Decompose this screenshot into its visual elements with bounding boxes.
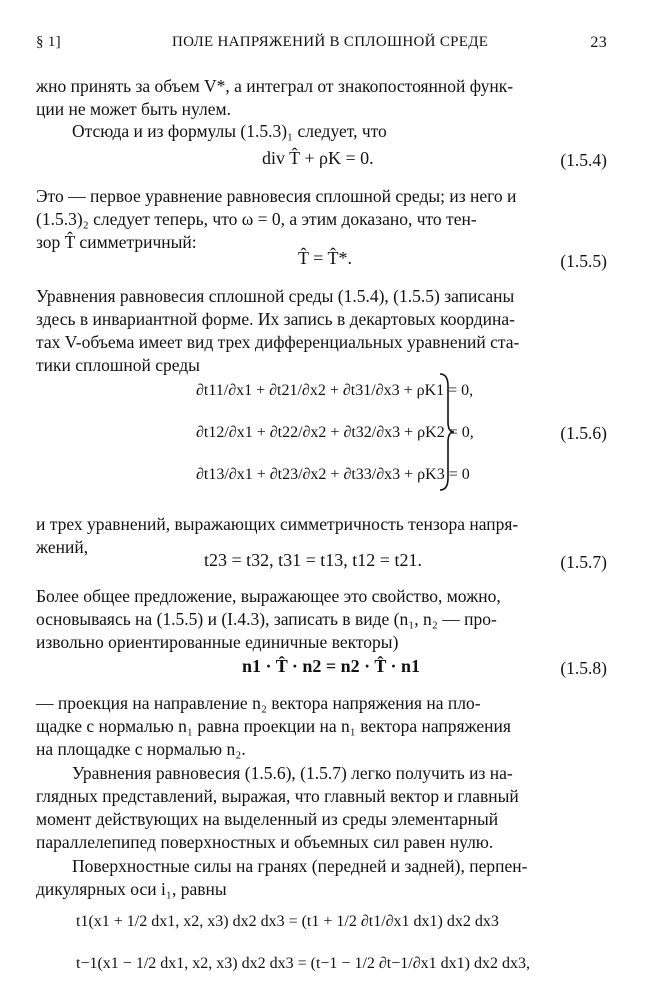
text-line: Отсюда и из формулы (1.5.3)₁ следует, что <box>72 121 387 141</box>
text-line: тики сплошной среды <box>36 355 200 375</box>
text-line: момент действующих на выделенный из среды элементарный <box>36 809 499 829</box>
text-line: здесь в инвариантной форме. Их запись в декартовых координа- <box>36 309 515 329</box>
text-line: ции не может быть нулем. <box>36 99 231 119</box>
equation-number: (1.5.7) <box>560 552 607 572</box>
equation-1-5-6-row-3: ∂t13/∂x1 + ∂t23/∂x2 + ∂t33/∂x3 + ρK3 = 0 <box>196 466 470 483</box>
text-line: Более общее предложение, выражающее это свойство, можно, <box>36 586 501 606</box>
text-line: тах V-объема имеет вид трех дифференциальных уравнений ста- <box>36 332 520 352</box>
right-brace-icon <box>436 372 456 492</box>
equation-number: (1.5.8) <box>560 658 607 678</box>
equation-number: (1.5.5) <box>560 251 607 271</box>
equation-1-5-6-row-1: ∂t11/∂x1 + ∂t21/∂x2 + ∂t31/∂x3 + ρK1 = 0, <box>196 382 474 399</box>
text-line: Уравнения равновесия (1.5.6), (1.5.7) легко получить из на- <box>72 763 513 783</box>
text-line: и трех уравнений, выражающих симметричность тензора напря- <box>36 514 519 534</box>
text-line: основываясь на (1.5.5) и (I.4.3), записать в виде (n₁, n₂ — про- <box>36 609 497 629</box>
text-line: — проекция на направление n₂ вектора напряжения на пло- <box>36 693 481 713</box>
text-line: глядных представлений, выражая, что главный вектор и главный <box>36 786 519 806</box>
page-number: 23 <box>590 34 607 51</box>
text-line: извольно ориентированные единичные векторы) <box>36 632 399 652</box>
equation-force-back: t−1(x1 − 1/2 dx1, x2, x3) dx2 dx3 = (t−1 − 1/2 ∂t−1/∂x1 dx1) dx2 dx3, <box>76 955 530 972</box>
text-line: дикулярных оси i₁, равны <box>36 879 227 899</box>
text-line: Поверхностные силы на гранях (передней и задней), перпен- <box>72 856 528 876</box>
equation-1-5-8: n1 · T̂ · n2 = n2 · T̂ · n1 <box>242 656 421 676</box>
text-line: параллелепипед поверхностных и объемных сил равен нулю. <box>36 832 494 852</box>
text-line: (1.5.3)₂ следует теперь, что ω = 0, а этим доказано, что тен- <box>36 209 477 229</box>
text-line: щадке с нормалью n₁ равна проекции на n₁ вектора напряжения <box>36 716 511 736</box>
text-line: на площадке с нормалью n₂. <box>36 739 246 759</box>
equation-1-5-7: t23 = t32, t31 = t13, t12 = t21. <box>204 550 422 570</box>
equation-1-5-6-row-2: ∂t12/∂x1 + ∂t22/∂x2 + ∂t32/∂x3 + ρK2 = 0, <box>196 424 474 441</box>
text-line: зор T̂ симметричный: <box>36 232 197 252</box>
equation-number: (1.5.4) <box>560 150 607 170</box>
equation-1-5-4: div T̂ + ρK = 0. <box>262 148 374 168</box>
running-title: ПОЛЕ НАПРЯЖЕНИЙ В СПЛОШНОЙ СРЕДЕ <box>172 34 489 50</box>
section-marker: § 1] <box>36 34 61 50</box>
text-line: жно принять за объем V*, а интеграл от знакопостоянной функ- <box>36 76 514 96</box>
text-line: Это — первое уравнение равновесия сплошной среды; из него и <box>36 186 517 206</box>
equation-force-front: t1(x1 + 1/2 dx1, x2, x3) dx2 dx3 = (t1 + 1/2 ∂t1/∂x1 dx1) dx2 dx3 <box>76 913 499 930</box>
text-line: Уравнения равновесия сплошной среды (1.5.4), (1.5.5) записаны <box>36 286 515 306</box>
equation-number: (1.5.6) <box>560 423 607 443</box>
text-line: жений, <box>36 537 89 557</box>
equation-1-5-5: T̂ = T̂*. <box>298 248 352 268</box>
